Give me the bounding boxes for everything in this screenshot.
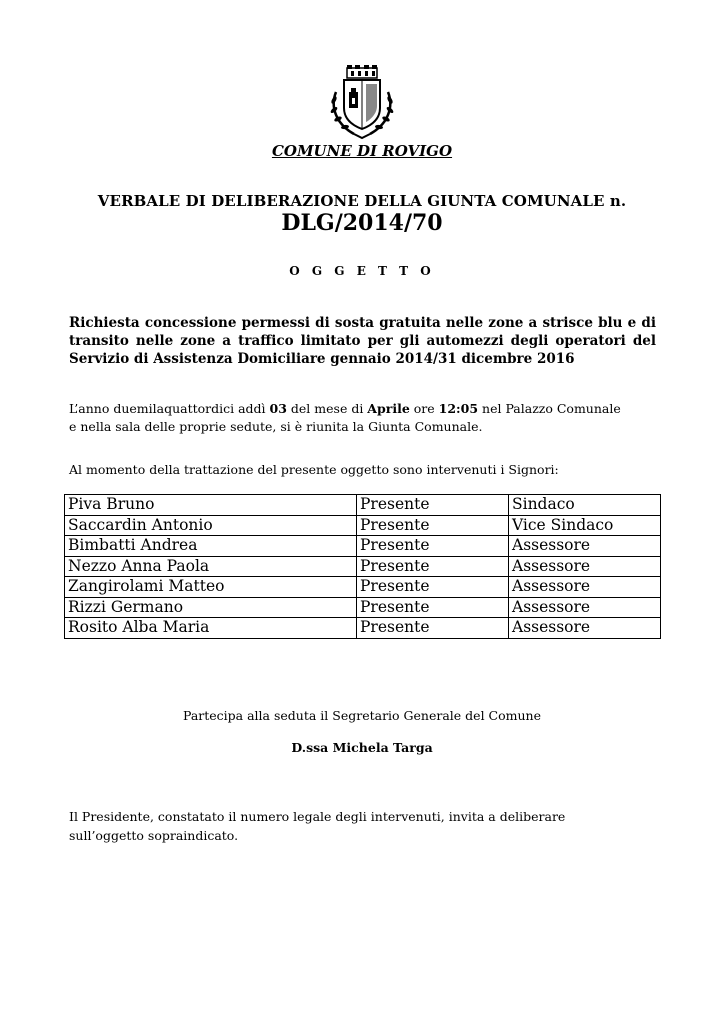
member-status: Presente: [357, 577, 509, 598]
member-role: Vice Sindaco: [509, 515, 661, 536]
member-name: Zangirolami Matteo: [65, 577, 357, 598]
table-row: [65, 515, 661, 536]
member-name: Saccardin Antonio: [65, 515, 357, 536]
member-status: Presente: [357, 495, 509, 516]
member-status: Presente: [357, 618, 509, 639]
table-row: [65, 618, 661, 639]
member-role: Sindaco: [509, 495, 661, 516]
seduta-time: 12:05: [438, 401, 479, 416]
member-role: Assessore: [509, 597, 661, 618]
presidente-paragraph: [69, 807, 669, 845]
seduta-paragraph: [69, 400, 669, 436]
member-name: Rizzi Germano: [65, 597, 357, 618]
table-row: [65, 597, 661, 618]
member-name: Rosito Alba Maria: [65, 618, 357, 639]
table-row: [65, 577, 661, 598]
seduta-line2: e nella sala delle proprie sedute, si è riunita la Giunta Comunale.: [69, 419, 483, 434]
seduta-text: nel Palazzo Comunale: [478, 401, 621, 416]
segretario-name: D.ssa Michela Targa: [291, 740, 433, 755]
seduta-text: ore: [409, 401, 439, 416]
oggetto-heading: O G G E T T O: [289, 264, 435, 278]
member-name: Nezzo Anna Paola: [65, 556, 357, 577]
seduta-month: Aprile: [367, 401, 410, 416]
member-name: Bimbatti Andrea: [65, 536, 357, 557]
partecipa-text: Partecipa alla seduta il Segretario Generale del Comune: [182, 708, 541, 723]
member-role: Assessore: [509, 577, 661, 598]
member-role: Assessore: [509, 556, 661, 577]
member-status: Presente: [357, 556, 509, 577]
table-row: [65, 536, 661, 557]
members-table: [64, 494, 661, 639]
delibera-number: DLG/2014/70: [281, 210, 443, 236]
verbale-title: VERBALE DI DELIBERAZIONE DELLA GIUNTA COMUNALE n.: [97, 192, 627, 210]
coat-of-arms-icon: [322, 62, 402, 142]
intervenuti-intro: Al momento della trattazione del presente oggetto sono intervenuti i Signori:: [69, 462, 559, 477]
oggetto-line: Servizio di Assistenza Domiciliare gennaio 2014/31 dicembre 2016: [69, 351, 575, 367]
oggetto-line: transito nelle zone a traffico limitato per gli automezzi degli operatori del: [69, 333, 656, 349]
oggetto-line: Richiesta concessione permessi di sosta gratuita nelle zone a strisce blu e di: [69, 315, 656, 331]
table-row: [65, 495, 661, 516]
member-status: Presente: [357, 515, 509, 536]
member-status: Presente: [357, 597, 509, 618]
member-name: Piva Bruno: [65, 495, 357, 516]
seduta-day: 03: [269, 401, 287, 416]
member-status: Presente: [357, 536, 509, 557]
oggetto-description: [69, 314, 656, 368]
member-role: Assessore: [509, 618, 661, 639]
member-role: Assessore: [509, 536, 661, 557]
seduta-text: del mese di: [286, 401, 368, 416]
table-row: [65, 556, 661, 577]
presidente-line: sull’oggetto sopraindicato.: [69, 828, 239, 843]
presidente-line: Il Presidente, constatato il numero legale degli intervenuti, invita a deliberare: [69, 809, 566, 824]
seduta-text: L’anno duemilaquattordici addì: [69, 401, 270, 416]
comune-name: COMUNE DI ROVIGO: [271, 142, 453, 160]
